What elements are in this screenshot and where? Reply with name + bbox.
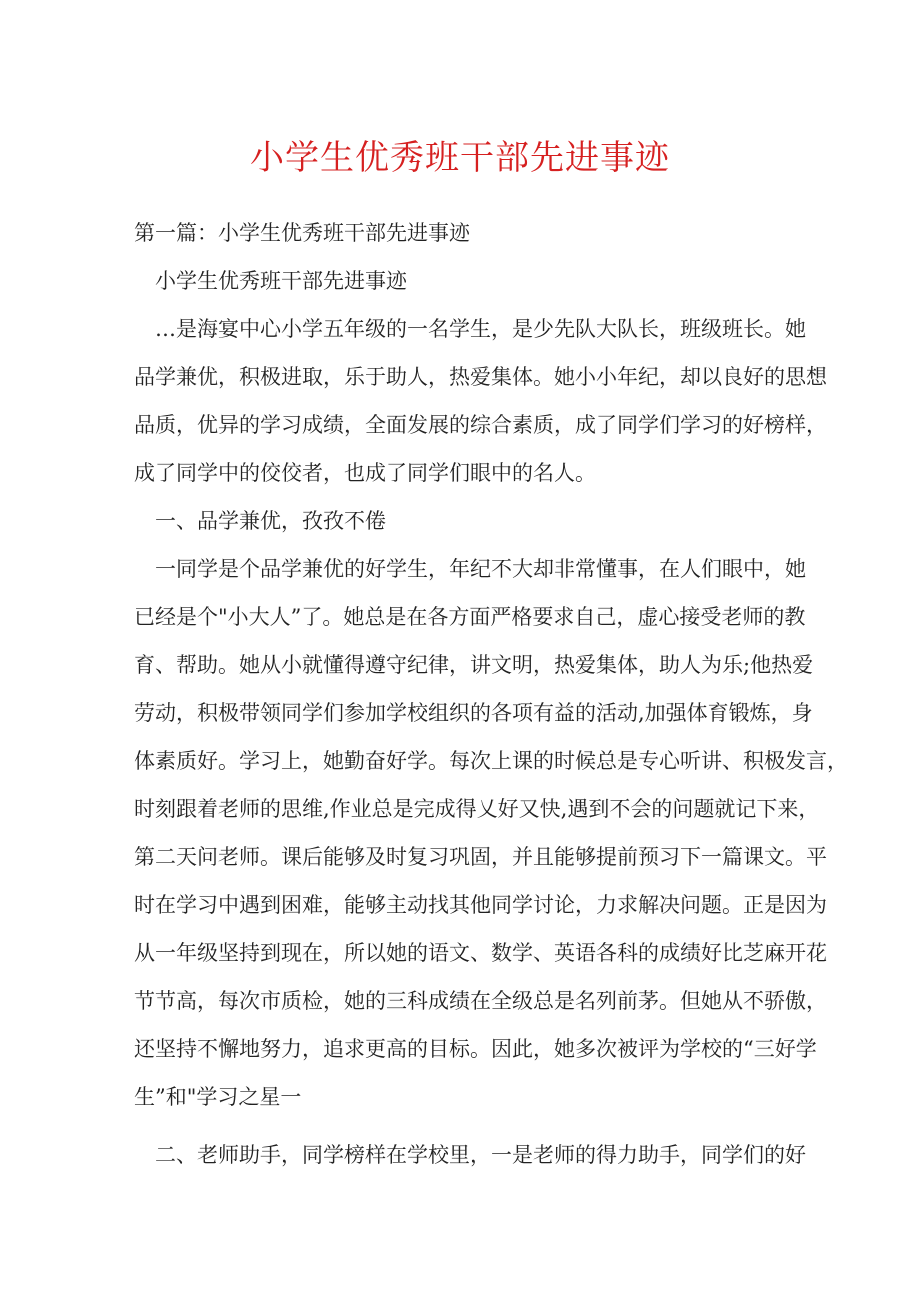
paragraph-line: 体素质好。学习上，她勤奋好学。每次上课的时候总是专心听讲、积极发言， (134, 749, 848, 773)
paragraph-line: 一同学是个品学兼优的好学生，年纪不大却非常懂事，在人们眼中，她 (155, 557, 806, 581)
paragraph-line: 已经是个"小大人”了。她总是在各方面严格要求自己，虚心接受老师的教 (134, 605, 806, 629)
paragraph-line: 二、老师助手，同学榜样在学校里，一是老师的得力助手，同学们的好 (155, 1143, 806, 1167)
paragraph-line: 还坚持不懈地努力，追求更高的目标。因此，她多次被评为学校的“三好学 (134, 1037, 817, 1061)
paragraph-line: 时刻跟着老师的思维,作业总是完成得乂好又快,遇到不会的问题就记下来， (134, 797, 820, 821)
subsection-heading: 一、品学兼优，孜孜不倦 (155, 509, 386, 533)
section-title: 小学生优秀班干部先进事迹 (155, 269, 407, 293)
document-title: 小学生优秀班干部先进事迹 (250, 138, 670, 178)
paragraph-line: 从一年级坚持到现在，所以她的语文、数学、英语各科的成绩好比芝麻开花 (134, 941, 827, 965)
paragraph-line: 劳动，积极带领同学们参加学校组织的各项有益的活动,加强体育锻炼，身 (134, 701, 813, 725)
chapter-heading: 第一篇：小学生优秀班干部先进事迹 (134, 221, 470, 245)
paragraph-line: 生”和"学习之星一 (134, 1085, 302, 1109)
paragraph-line: 成了同学中的佼佼者，也成了同学们眼中的名人。 (134, 461, 596, 485)
paragraph-line: …是海宴中心小学五年级的一名学生，是少先队大队长，班级班长。她 (155, 317, 806, 341)
paragraph-line: 第二天问老师。课后能够及时复习巩固，并且能够提前预习下一篇课文。平 (134, 845, 827, 869)
paragraph-line: 节节高，每次市质检，她的三科成绩在全级总是名列前茅。但她从不骄傲， (134, 989, 827, 1013)
paragraph-line: 时在学习中遇到困难，能够主动找其他同学讨论，力求解决问题。正是因为 (134, 893, 827, 917)
paragraph-line: 育、帮助。她从小就懂得遵守纪律，讲文明，热爱集体，助人为乐;他热爱 (134, 653, 814, 677)
paragraph-line: 品学兼优，积极进取，乐于助人，热爱集体。她小小年纪，却以良好的思想 (134, 365, 827, 389)
paragraph-line: 品质，优异的学习成绩，全面发展的综合素质，成了同学们学习的好榜样， (134, 413, 827, 437)
